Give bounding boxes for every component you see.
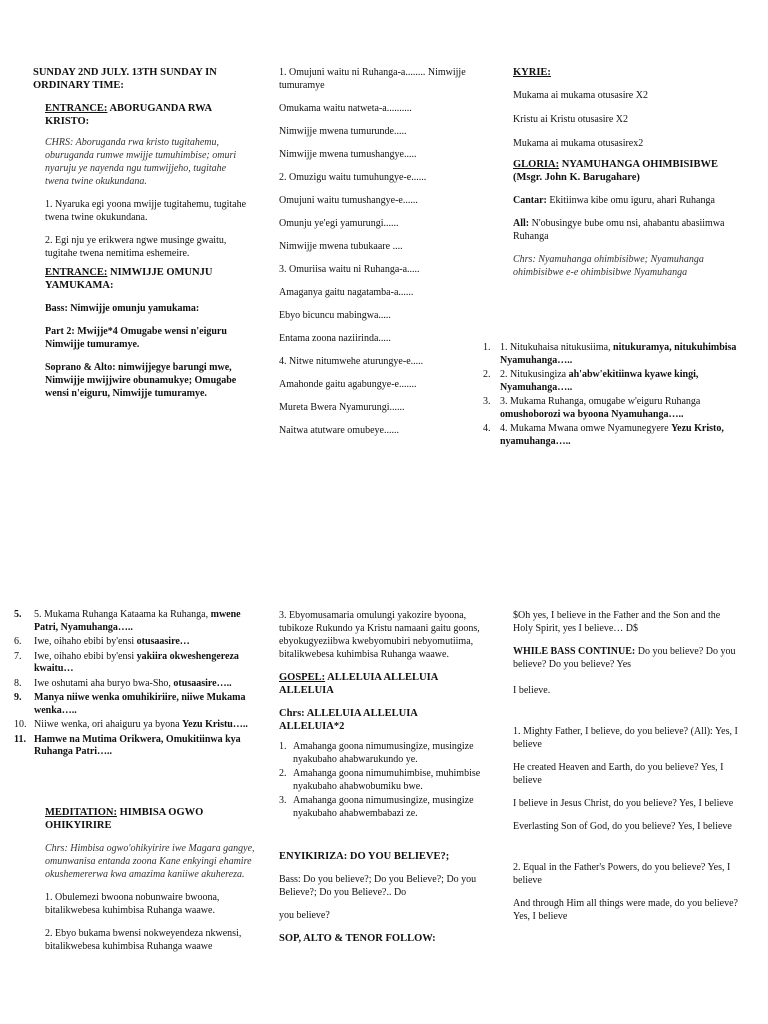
verse-line: 2. Omuzigu waitu tumuhungye-e......: [279, 172, 427, 183]
verse-line: Nimwijje mwena tumurunde.....: [279, 126, 407, 137]
list-number: 3.: [279, 795, 287, 806]
gospel-heading: [279, 671, 484, 697]
entrance1-title: ABORUGANDA RWA KRISTO:: [45, 103, 212, 127]
entrance1-heading: [45, 102, 251, 128]
list-text: Amahanga goona nimumuhimbise, muhimbise nyakubaho ahabwobumiku bwe.: [293, 768, 481, 792]
gloria-label: GLORIA:: [513, 159, 560, 170]
list-number: 2.: [483, 369, 491, 380]
entrance2-label: ENTRANCE:: [45, 267, 108, 278]
list-text: Amahanga goona nimumusingize, musingize nyakubaho ahabwembabazi ze.: [293, 795, 474, 819]
verse-line: Omunju ye'egi yamurungi......: [279, 218, 399, 229]
gloria-heading: [513, 158, 738, 184]
meditation-verse-3: 3. Ebyomusamaria omulungi yakozire byoona, tubikoze Rukundo ya Kristu namaani gaitu goons, ebyokugyeziibwa kwebyomubiri nebyomutiima, bitalikwebesa kuhimbisa Ruhanga waawe.: [279, 610, 480, 660]
creed-para-3: I believe in Jesus Christ, do you believe? Yes, I believe: [513, 798, 734, 809]
gloria-list-item: [14, 651, 254, 676]
kyrie-label: KYRIE:: [513, 67, 551, 78]
list-number: 4.: [483, 423, 491, 434]
list-text-bold: otusaasire…..: [173, 677, 232, 689]
verse-line: Nimwijje mwena tubukaare ....: [279, 241, 403, 252]
gospel-list-item: [279, 795, 484, 820]
list-text: Niiwe wenka, ori ahaiguru ya byona: [34, 719, 180, 730]
all-line: [513, 217, 738, 243]
column-top-left: [33, 66, 251, 400]
creed-para-2: He created Heaven and Earth, do you believe? Yes, I believe: [513, 762, 724, 786]
column-top-right: [513, 66, 738, 279]
gloria-list-item: [14, 678, 254, 691]
verse-line: Mureta Bwera Nyamurungi......: [279, 402, 405, 413]
date-heading: SUNDAY 2ND JULY. 13TH SUNDAY IN ORDINARY TIME:: [33, 67, 217, 91]
gloria-list-item: [14, 636, 254, 649]
verse-line: 1. Omujuni waitu ni Ruhanga-a........ Nimwijje tumuramye: [279, 67, 466, 91]
list-text: 5. Mukama Ruhanga Kataama ka Ruhanga,: [34, 609, 209, 620]
while-bass-line: [513, 645, 738, 671]
cantor-label: Cantar:: [513, 195, 547, 206]
creed-para-4: Everlasting Son of God, do you believe? Yes, I believe: [513, 821, 732, 832]
creed-para-6: And through Him all things were made, do you believe? Yes, I believe: [513, 898, 738, 922]
soprano-alto-line: Soprano & Alto: nimwijjegye barungi mwe, Nimwijje mwijjwire obunamukye; Omugabe wensi n'eiguru, Nimwijje tumuramye.: [45, 362, 237, 399]
enyikiriza-heading: ENYIKIRIZA: DO YOU BELIEVE?;: [279, 851, 450, 862]
sop-alto-tenor-heading: SOP, ALTO & TENOR FOLLOW:: [279, 933, 436, 944]
kyrie-line-2: Kristu ai Kristu otusasire X2: [513, 114, 628, 125]
gospel-verses: [279, 741, 484, 820]
all-text: N'obusingye bube omu nsi, ahabantu abasiimwa Ruhanga: [513, 218, 725, 242]
meditation-heading: [45, 806, 255, 832]
gospel-label: GOSPEL:: [279, 672, 326, 683]
while-bass-text: Do you believe? Do you believe? Do you believe? Yes: [513, 646, 736, 670]
list-text-bold: ah'abw'ekitiinwa kyawe kingi, Nyamuhanga…..: [500, 369, 699, 393]
entrance2-title: NIMWIJJE OMUNJU YAMUKAMA:: [45, 267, 213, 291]
list-number: 7.: [14, 650, 22, 662]
hymn-verses: [279, 66, 489, 437]
list-number: 11.: [14, 733, 26, 745]
meditation-title: HIMBISA OGWO OHIKYIRIRE: [45, 807, 204, 831]
entrance1-label: ENTRANCE:: [45, 103, 108, 114]
list-text: 3. Mukama Ruhanga, omugabe w'eiguru Ruhanga: [500, 396, 701, 407]
verse-line: Ebyo bicuncu mabingwa.....: [279, 310, 391, 321]
cantor-line: [513, 194, 738, 207]
entrance1-chorus: CHRS: Aboruganda rwa kristo tugitahemu, oburuganda rumwe mwijje tumuhimbise; omuri nyaruju ye nayenda ngu tumwijjeho, tugitahe twena twine okukundana.: [45, 137, 237, 187]
list-text: Iwe oshutami aha buryo bwa-Sho,: [34, 677, 171, 689]
gloria-list-item: [483, 369, 738, 394]
gospel-list-item: [279, 741, 484, 766]
meditation-verse-1: 1. Obulemezi bwoona nobunwaire bwoona, bitalikwebesa kuhimbisa Ruhanga waawe.: [45, 892, 220, 916]
list-number: 9.: [14, 692, 22, 703]
meditation-chorus: Chrs: Himbisa ogwo'ohikyirire iwe Magara gangye, omunwanisa entanda zoona Kane enkyingi ehamire okushemererwa kwa amazima kaniiwe akuhereza.: [45, 843, 255, 880]
list-text: 2. Nitukusingiza: [500, 369, 567, 380]
column-bottom-right: [513, 609, 738, 923]
you-believe-line: you believe?: [279, 910, 330, 921]
list-text-bold: Manya niiwe wenka omuhikiriire, niiwe Mukama wenka…..: [34, 692, 246, 716]
part2-line: Part 2: Mwijje*4 Omugabe wensi n'eiguru Nimwijje tumuramye.: [45, 326, 227, 350]
verse-line: Omujuni waitu tumushangye-e......: [279, 195, 418, 206]
verse-line: 4. Nitwe nitumwehe aturungye-e.....: [279, 356, 424, 367]
entrance1-verse-1: 1. Nyaruka egi yoona mwijje tugitahemu, tugitahe twena twine okukundana.: [45, 199, 247, 223]
gospel-list-item: [279, 768, 484, 793]
list-text-bold: nitukuramya, nitukuhimbisa Nyamuhanga…..: [500, 342, 737, 366]
list-number: 5.: [14, 609, 22, 620]
list-number: 1.: [483, 342, 491, 353]
list-text-bold: omushoborozi wa byoona Nyamuhanga…..: [500, 408, 684, 420]
kyrie-line-1: Mukama ai mukama otusasire X2: [513, 90, 648, 101]
verse-line: Amahonde gaitu agabungye-e.......: [279, 379, 417, 390]
all-label: All:: [513, 218, 530, 229]
gloria-chorus: Chrs: Nyamuhanga ohimbisibwe; Nyamuhanga ohimbisibwe e-e ohimbisibwe Nyamuhanga: [513, 254, 704, 278]
list-text-bold: Yezu Kristo, nyamuhanga…..: [500, 423, 724, 447]
gospel-title: ALLELUIA ALLELUIA ALLELUIA: [279, 672, 438, 696]
list-number: 6.: [14, 636, 22, 647]
gloria-list-item: [14, 734, 254, 759]
list-text-bold: Hamwe na Mutima Orikwera, Omukitiinwa kya Ruhanga Patri…..: [34, 733, 241, 757]
list-text-bold: otusaasire…: [136, 636, 190, 647]
list-text: 1. Nitukuhaisa nitukusiima,: [500, 342, 611, 353]
list-number: 10.: [14, 719, 27, 730]
gloria-list-item: [483, 342, 738, 367]
creed-para-1: 1. Mighty Father, I believe, do you believe? (All): Yes, I believe: [513, 726, 738, 750]
gloria-list-item: [14, 609, 254, 634]
kyrie-line-3: Mukama ai mukama otusasirex2: [513, 138, 644, 149]
cantor-text: Ekitiinwa kibe omu iguru, ahari Ruhanga: [549, 195, 715, 206]
list-text: 4. Mukama Mwana omwe Nyamunegyere: [500, 423, 669, 434]
gloria-list: [483, 342, 738, 448]
list-text: Iwe, oihaho ebibi by'ensi: [34, 636, 135, 647]
while-bass-label: WHILE BASS CONTINUE:: [513, 646, 636, 657]
verse-line: Nimwijje mwena tumushangye.....: [279, 149, 417, 160]
bass-line: Bass: Nimwijje omunju yamukama:: [45, 303, 200, 314]
meditation-label: MEDITATION:: [45, 807, 117, 818]
creed-para-5: 2. Equal in the Father's Powers, do you believe? Yes, I believe: [513, 862, 731, 886]
verse-line: Amaganya gaitu nagatamba-a......: [279, 287, 414, 298]
column-top-middle: [279, 66, 489, 437]
list-number: 1.: [279, 741, 287, 752]
entrance1-verse-2: 2. Egi nju ye erikwera ngwe musinge gwaitu, tugitahe twena nemitima eshemeire.: [45, 235, 227, 259]
list-text-bold: mwene Patri, Nyamuhanga…..: [34, 609, 241, 633]
bass-believe-line: Bass: Do you believe?; Do you Believe?; Do you Believe?; Do you Believe?.. Do: [279, 874, 477, 898]
list-number: 2.: [279, 768, 287, 779]
verse-line: Naitwa atutware omubeye......: [279, 425, 399, 436]
list-text: Iwe, oihaho ebibi by'ensi: [34, 650, 135, 662]
gloria-list-continued: [14, 609, 254, 759]
column-bottom-left: [45, 806, 255, 953]
entrance2-heading: [45, 266, 251, 292]
creed-intro: $Oh yes, I believe in the Father and the Son and the Holy Spirit, yes I believe… D$: [513, 610, 721, 634]
i-believe-line: I believe.: [513, 685, 551, 696]
gloria-list-item: [483, 423, 738, 448]
column-bottom-middle: [279, 609, 484, 945]
verse-line: Omukama waitu natweta-a..........: [279, 103, 412, 114]
list-number: 3.: [483, 396, 491, 407]
verse-line: Entama zoona naziirinda.....: [279, 333, 391, 344]
gospel-chorus: Chrs: ALLELUIA ALLELUIA ALLELUIA*2: [279, 708, 418, 732]
verse-line: 3. Omuriisa waitu ni Ruhanga-a.....: [279, 264, 420, 275]
gloria-list-item: [483, 396, 738, 421]
list-number: 8.: [14, 677, 22, 689]
meditation-verse-2: 2. Ebyo bukama bwensi nokweyendeza nkwensi, bitalikwebesa kuhimbisa Ruhanga waawe: [45, 928, 242, 952]
list-text: Amahanga goona nimumusingize, musingize nyakubaho ahabwarukundo ye.: [293, 741, 474, 765]
gloria-title: NYAMUHANGA OHIMBISIBWE (Msgr. John K. Barugahare): [513, 159, 718, 183]
gloria-list-item: [14, 719, 254, 732]
list-text-bold: Yezu Kristu…..: [182, 719, 248, 730]
gloria-list-item: [14, 692, 254, 717]
list-text-bold: yakiira okweshengereza kwaitu…: [34, 650, 239, 674]
